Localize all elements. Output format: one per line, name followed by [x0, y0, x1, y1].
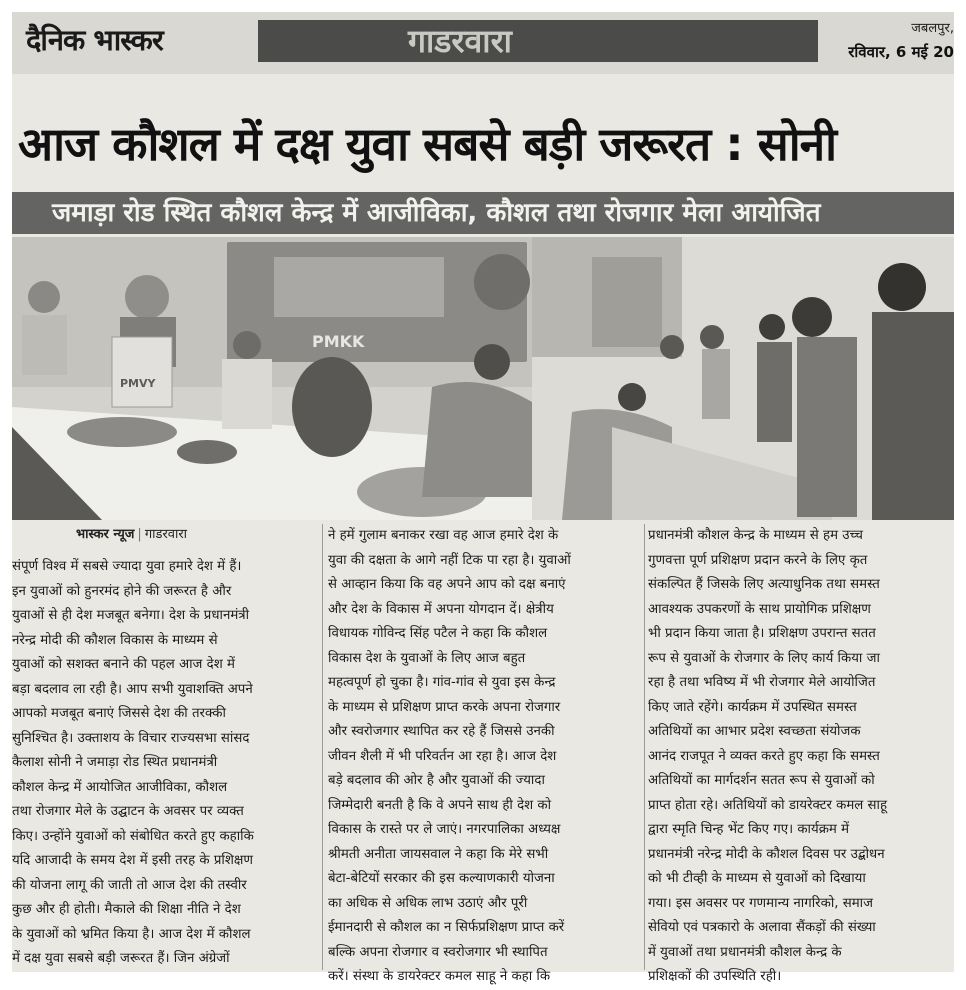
article-line: सुनिश्चित है। उक्ताशय के विचार राज्यसभा सांसद — [12, 730, 250, 746]
newspaper-logo: दैनिक भास्कर — [26, 23, 163, 57]
article-line: कौशल केन्द्र में आयोजित आजीविका, कौशल — [12, 779, 228, 795]
article-line: द्वारा स्मृति चिन्ह भेंट किए गए। कार्यक्रम में — [648, 822, 850, 837]
byline-source: भास्कर न्यूज — [76, 527, 135, 542]
article-line: में युवाओं तथा प्रधानमंत्री कौशल केन्द्र के — [648, 944, 842, 960]
column-divider — [644, 524, 645, 970]
article-line: विकास देश के युवाओं के लिए आज बहुत — [328, 650, 526, 666]
edition-name: गाडरवारा — [258, 20, 818, 62]
article-line: ईमानदारी से कौशल का न सिर्फप्रशिक्षण प्राप्त करें — [328, 920, 565, 935]
article-line: और देश के विकास में अपना योगदान दें। क्षेत्रीय — [328, 601, 554, 617]
article-line: कुछ और ही होती। मैकाले की शिक्षा नीति ने देश — [12, 902, 241, 917]
event-photo — [12, 237, 954, 520]
newspaper-clipping — [12, 12, 954, 984]
article-line: गया। इस अवसर पर गणमान्य नागरिको, समाज — [648, 895, 873, 911]
article-line: से आव्हान किया कि वह अपने आप को दक्ष बनाएं — [328, 577, 566, 592]
masthead — [12, 12, 954, 74]
article-line: कैलाश सोनी ने जमाड़ा रोड स्थित प्रधानमंत्री — [12, 755, 218, 770]
article-line: रहा है तथा भविष्य में भी रोजगार मेले आयोजित — [648, 675, 876, 690]
article-line: भी प्रदान किया जाता है। प्रशिक्षण उपरान्त सतत — [648, 626, 876, 641]
article-line: प्रधानमंत्री कौशल केन्द्र के माध्यम से हम उच्च — [648, 528, 863, 543]
article-line: बड़े बदलाव की ओर है और युवाओं की ज्यादा — [328, 773, 545, 788]
article-line: किए। उन्होंने युवाओं को संबोधित करते हुए कहाकि — [12, 828, 254, 844]
article-line: नरेन्द्र मोदी की कौशल विकास के माध्यम से — [12, 632, 218, 648]
article-line: युवा की दक्षता के आगे नहीं टिक पा रहा है। युवाओं — [328, 552, 571, 568]
article-line: आवश्यक उपकरणों के साथ प्रायोगिक प्रशिक्षण — [648, 601, 871, 617]
edition-meta — [824, 18, 954, 62]
article-line: जीवन शैली में भी परिवर्तन आ रहा है। आज देश — [328, 748, 557, 764]
article-column-1 — [12, 555, 316, 972]
article-line: का अधिक से अधिक लाभ उठाएं और पूरी — [328, 895, 528, 911]
byline: भास्कर न्यूज | गाडरवारा — [76, 527, 188, 542]
headline: आज कौशल में दक्ष युवा सबसे बड़ी जरूरत : सोनी — [18, 117, 837, 171]
article-line: संकल्पित हैं जिसके लिए अत्याधुनिक तथा समस्त — [648, 577, 880, 592]
article-line: अतिथियों का मार्गदर्शन सतत रूप से युवाओं को — [648, 773, 875, 788]
article-line: रूप से युवाओं के रोजगार के लिए कार्य किया जा — [648, 650, 880, 666]
subheadline: जमाड़ा रोड स्थित कौशल केन्द्र में आजीविका, कौशल तथा रोजगार मेला आयोजित — [52, 198, 821, 228]
article-line: विधायक गोविन्द सिंह पटैल ने कहा कि कौशल — [328, 626, 548, 641]
article-line: और स्वरोजगार स्थापित कर रहे हैं जिससे उनकी — [328, 724, 555, 739]
column-divider — [322, 524, 323, 970]
subheadline-bar — [12, 192, 954, 234]
article-line: इन युवाओं को हुनरमंद होने की जरूरत है और — [12, 583, 232, 599]
article-line: को भी टीव्ही के माध्यम से युवाओं को दिखाया — [648, 871, 866, 886]
article-line: में दक्ष युवा सबसे बड़ी जरूरत हैं। जिन अंग्रेजों — [12, 951, 230, 966]
article-line: प्राप्त होता रहे। अतिथियों को डायरेक्टर कमल साहू — [648, 797, 888, 813]
article-line: करें। संस्था के डायरेक्टर कमल साहू ने कहा कि — [328, 969, 551, 984]
banner-text: PMKK — [312, 332, 365, 351]
article-line: महत्वपूर्ण हो चुका है। गांव-गांव से युवा इस केन्द्र — [328, 675, 556, 690]
article-line: युवाओं से ही देश मजबूत बनेगा। देश के प्रधानमंत्री — [12, 608, 250, 623]
article-line: किए जाते रहेंगे। कार्यक्रम में उपस्थित समस्त — [648, 699, 857, 715]
article-line: गुणवत्ता पूर्ण प्रशिक्षण प्रदान करने के लिए कृत — [648, 552, 868, 568]
article-line: बड़ा बदलाव ला रही है। आप सभी युवाशक्ति अपने — [12, 681, 253, 697]
article-line: प्रधानमंत्री नरेन्द्र मोदी के कौशल दिवस पर उद्बोधन — [648, 846, 885, 862]
article-column-3 — [648, 524, 950, 990]
article-line: बेटा-बेटियों सरकार की इस कल्याणकारी योजना — [328, 871, 555, 886]
article-line: के माध्यम से प्रशिक्षण प्राप्त करके अपना रोजगार — [328, 699, 561, 715]
article-line: संपूर्ण विश्व में सबसे ज्यादा युवा हमारे देश में हैं। — [12, 559, 242, 574]
article-line: सेवियो एवं पत्रकारो के अलावा सैंकड़ों की संख्या — [648, 920, 876, 935]
edition-location: जबलपुर, — [911, 21, 954, 36]
article-line: आपको मजबूत बनाएं जिससे देश की तरक्की — [12, 706, 226, 721]
article-line: तथा रोजगार मेले के उद्घाटन के अवसर पर व्यक्त — [12, 804, 244, 819]
article-line: श्रीमती अनीता जायसवाल ने कहा कि मेरे सभी — [328, 846, 549, 862]
article-line: विकास के रास्ते पर ले जाएं। नगरपालिका अध्यक्ष — [328, 822, 561, 837]
article-line: जिम्मेदारी बनती है कि वे अपने साथ ही देश को — [328, 797, 552, 813]
stand-sign-text: PMVY — [120, 377, 156, 390]
article-line: ने हमें गुलाम बनाकर रखा वह आज हमारे देश के — [328, 528, 559, 543]
article-line: के युवाओं को भ्रमित किया है। आज देश में कौशल — [12, 926, 251, 942]
article-line: यदि आजादी के समय देश में इसी तरह के प्रशिक्षण — [12, 853, 254, 868]
article-column-2 — [328, 524, 640, 990]
edition-date: रविवार, 6 मई 20 — [848, 43, 954, 61]
article-line: की योजना लागू की जाती तो आज देश की तस्वीर — [12, 877, 247, 893]
article-line: बल्कि अपना रोजगार व स्वरोजगार भी स्थापित — [328, 944, 548, 960]
article-line: प्रशिक्षकों की उपस्थिति रही। — [648, 969, 782, 984]
article-line: युवाओं को सशक्त बनाने की पहल आज देश में — [12, 657, 235, 672]
article-line: आनंद राजपूत ने व्यक्त करते हुए कहा कि समस्त — [648, 748, 880, 764]
article-line: अतिथियों का आभार प्रदेश स्वच्छता संयोजक — [648, 724, 861, 739]
byline-city: गाडरवारा — [144, 527, 188, 542]
